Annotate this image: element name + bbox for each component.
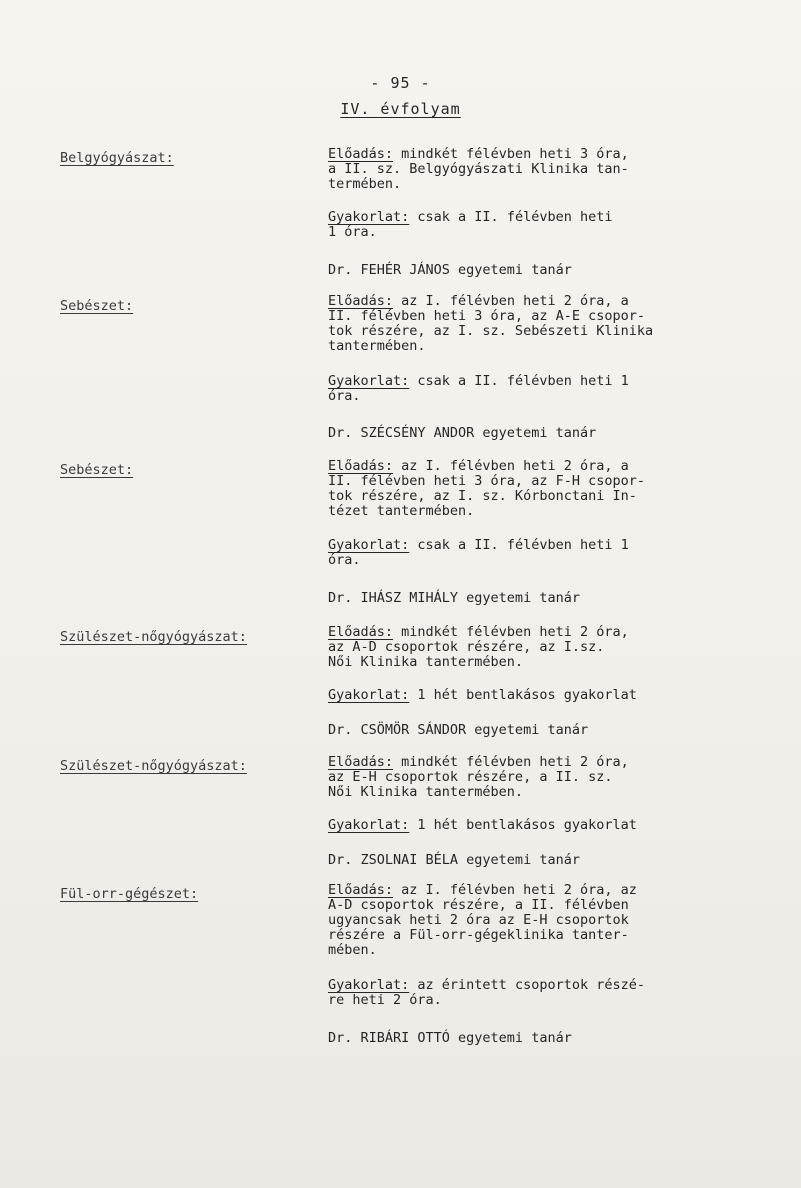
lecture-obstetrics-e-h: [328, 755, 738, 800]
lecture-line: II. félévben heti 3 óra, az A-E csopor-: [328, 308, 645, 324]
lecture-line: mében.: [328, 942, 377, 958]
lecture-line: tok részére, az I. sz. Kórbonctani In-: [328, 488, 637, 504]
subject-obstetrics-a-d: Szülészet-nőgyógyászat:: [60, 629, 247, 645]
lecture-line: termében.: [328, 176, 402, 192]
lecture-line: II. félévben heti 3 óra, az F-H csopor-: [328, 473, 645, 489]
practice-internal-medicine: [328, 210, 738, 240]
year-title: [0, 100, 801, 118]
lecture-label: Előadás:: [328, 882, 394, 898]
practice-label: Gyakorlat:: [328, 373, 410, 389]
lecture-line: az I. félévben heti 2 óra, az: [393, 882, 637, 898]
subject-surgery-f-h: Sebészet:: [60, 462, 134, 478]
practice-surgery-f-h: [328, 538, 738, 568]
practice-line: re heti 2 óra.: [328, 992, 442, 1008]
practice-surgery-a-e: [328, 374, 738, 404]
practice-label: Gyakorlat:: [328, 977, 410, 993]
practice-line: csak a II. félévben heti 1: [409, 373, 629, 389]
teacher-surgery-f-h: Dr. IHÁSZ MIHÁLY egyetemi tanár: [328, 590, 580, 606]
practice-label: Gyakorlat:: [328, 209, 410, 225]
practice-label: Gyakorlat:: [328, 687, 410, 703]
lecture-surgery-f-h: [328, 459, 738, 519]
practice-obstetrics-a-d: [328, 688, 738, 703]
lecture-line: tézet tantermében.: [328, 503, 475, 519]
lecture-line: az E-H csoportok részére, a II. sz.: [328, 769, 613, 785]
subject-internal-medicine: Belgyógyászat:: [60, 150, 174, 166]
practice-line: 1 hét bentlakásos gyakorlat: [409, 687, 637, 703]
practice-line: csak a II. félévben heti: [409, 209, 613, 225]
practice-line: óra.: [328, 388, 361, 404]
lecture-label: Előadás:: [328, 458, 394, 474]
lecture-line: A-D csoportok részére, a II. félévben: [328, 897, 629, 913]
practice-ent: [328, 978, 738, 1008]
lecture-surgery-a-e: [328, 294, 738, 354]
lecture-line: a II. sz. Belgyógyászati Klinika tan-: [328, 161, 629, 177]
teacher-obstetrics-a-d: Dr. CSÖMÖR SÁNDOR egyetemi tanár: [328, 722, 589, 738]
teacher-internal-medicine: Dr. FEHÉR JÁNOS egyetemi tanár: [328, 262, 572, 278]
lecture-line: az I. félévben heti 2 óra, a: [393, 458, 629, 474]
lecture-internal-medicine: [328, 147, 738, 192]
subject-ent: Fül-orr-gégészet:: [60, 886, 199, 902]
practice-line: 1 óra.: [328, 224, 377, 240]
lecture-line: az I. félévben heti 2 óra, a: [393, 293, 629, 309]
subject-surgery-a-e: Sebészet:: [60, 298, 134, 314]
practice-label: Gyakorlat:: [328, 537, 410, 553]
lecture-line: ugyancsak heti 2 óra az E-H csoportok: [328, 912, 629, 928]
lecture-ent: [328, 883, 738, 958]
practice-line: 1 hét bentlakásos gyakorlat: [409, 817, 637, 833]
lecture-line: tantermében.: [328, 338, 426, 354]
subject-obstetrics-e-h: Szülészet-nőgyógyászat:: [60, 758, 247, 774]
teacher-ent: Dr. RIBÁRI OTTÓ egyetemi tanár: [328, 1030, 572, 1046]
lecture-line: mindkét félévben heti 2 óra,: [393, 754, 629, 770]
lecture-line: mindkét félévben heti 3 óra,: [393, 146, 629, 162]
lecture-line: Női Klinika tantermében.: [328, 784, 524, 800]
practice-line: az érintett csoportok részé-: [409, 977, 645, 993]
practice-line: óra.: [328, 552, 361, 568]
teacher-surgery-a-e: Dr. SZÉCSÉNY ANDOR egyetemi tanár: [328, 425, 597, 441]
page-number: - 95 -: [370, 74, 431, 92]
lecture-line: mindkét félévben heti 2 óra,: [393, 624, 629, 640]
lecture-line: tok részére, az I. sz. Sebészeti Klinika: [328, 323, 654, 339]
lecture-line: részére a Fül-orr-gégeklinika tanter-: [328, 927, 629, 943]
lecture-line: Női Klinika tantermében.: [328, 654, 524, 670]
practice-line: csak a II. félévben heti 1: [409, 537, 629, 553]
lecture-label: Előadás:: [328, 624, 394, 640]
practice-label: Gyakorlat:: [328, 817, 410, 833]
practice-obstetrics-e-h: [328, 818, 738, 833]
lecture-label: Előadás:: [328, 754, 394, 770]
lecture-label: Előadás:: [328, 146, 394, 162]
lecture-label: Előadás:: [328, 293, 394, 309]
teacher-obstetrics-e-h: Dr. ZSOLNAI BÉLA egyetemi tanár: [328, 852, 580, 868]
year-title-text: IV. évfolyam: [340, 100, 461, 118]
lecture-obstetrics-a-d: [328, 625, 738, 670]
lecture-line: az A-D csoportok részére, az I.sz.: [328, 639, 605, 655]
